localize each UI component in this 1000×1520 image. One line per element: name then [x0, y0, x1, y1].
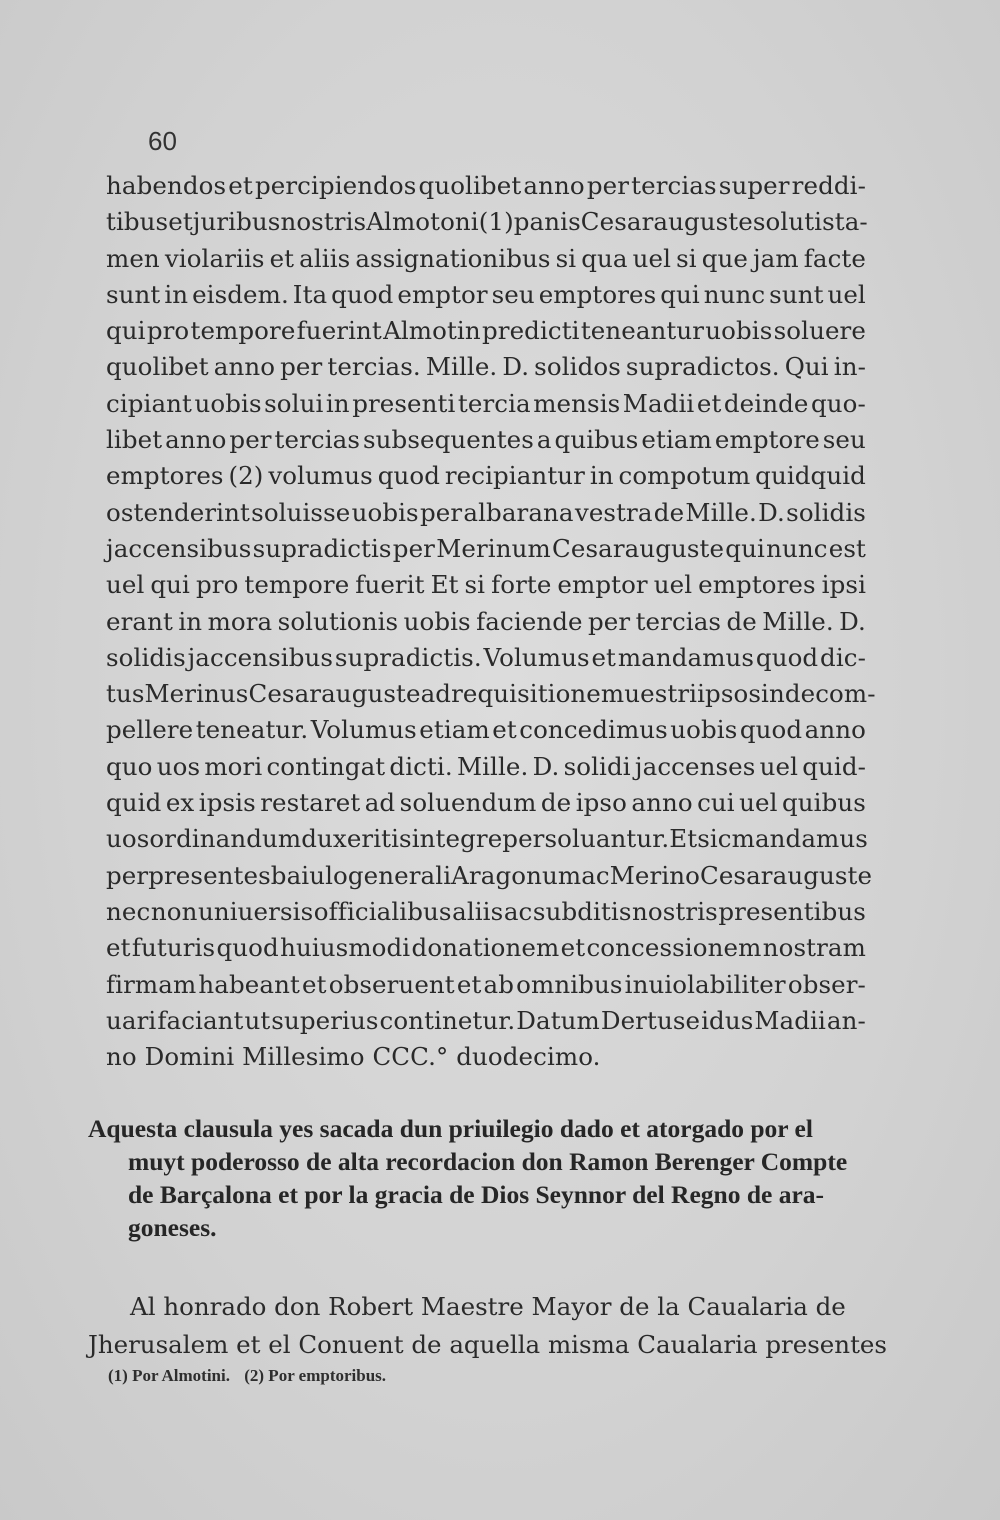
footnotes — [108, 1366, 396, 1386]
text-line: sunt in eisdem. Ita quod emptor seu emptores qui nunc sunt uel — [106, 279, 866, 309]
page-number: 60 — [148, 126, 177, 156]
text-line: cipiant uobis solui in presenti tercia mensis Madii et deinde quo- — [106, 388, 866, 418]
text-line: jaccensibus supradictis per Merinum Cesarauguste qui nunc est — [106, 533, 866, 563]
text-line: ostenderint soluisse uobis per albarana vestra de Mille. D. solidis — [106, 497, 866, 527]
text-line: uel qui pro tempore fuerit Et si forte emptor uel emptores ipsi — [106, 570, 866, 600]
text-line: per presentes baiulo generali Aragonum ac Merino Cesarauguste — [106, 860, 873, 890]
text-line: nec non uniuersis officialibus aliis ac subditis nostris presentibus — [106, 896, 866, 926]
text-line: libet anno per tercias subsequentes a quibus etiam emptore seu — [106, 425, 866, 455]
text-line: habendos et percipiendos quolibet anno per tercias super reddi- — [106, 171, 866, 200]
text-line: firmam habeant et obseruent et ab omnibus inuiolabiliter obser- — [106, 969, 866, 999]
text-line: et futuris quod huiusmodi donationem et concessionem nostram — [106, 933, 866, 963]
footnote-1: (1) Por Almotini. — [108, 1366, 230, 1385]
second-paragraph — [88, 1288, 888, 1364]
text-line: erant in mora solutionis uobis faciende per tercias de Mille. D. — [106, 606, 866, 636]
text-line: quo uos mori contingat dicti. Mille. D. solidi jaccenses uel quid- — [106, 751, 866, 781]
text-line: qui pro tempore fuerint Almotin predicti teneantur uobis soluere — [106, 316, 866, 346]
text-line: quid ex ipsis restaret ad soluendum de ipso anno cui uel quibus — [106, 788, 866, 818]
rubric-line: muyt poderosso de alta recordacion don Ramon Berenger Compte — [128, 1147, 848, 1176]
paragraph-line: Jherusalem et el Conuent de aquella misma Caualaria presentes — [88, 1330, 888, 1359]
text-line: tus Merinus Cesarauguste ad requisitionem uestri ipsos inde com- — [106, 679, 876, 709]
main-text-block — [106, 168, 876, 1075]
paragraph-line: Al honrado don Robert Maestre Mayor de la Caualaria de — [130, 1292, 846, 1321]
text-line: pellere teneatur. Volumus etiam et concedimus uobis quod anno — [106, 715, 866, 745]
text-line: men violariis et aliis assignationibus si qua uel si que jam facte — [106, 243, 866, 273]
rubric-heading — [88, 1112, 852, 1244]
rubric-line: goneses. — [128, 1213, 217, 1242]
text-line: uos ordinandum duxeritis integre persoluantur. Et sic mandamus — [106, 824, 868, 854]
text-line: tibus et juribus nostris Almotoni (1) panis Cesarauguste solutis ta- — [106, 207, 868, 237]
text-line: no Domini Millesimo CCC.° duodecimo. — [106, 1042, 601, 1072]
text-line: solidis jaccensibus supradictis. Volumus et mandamus quod dic- — [106, 642, 866, 672]
text-line: uari faciant ut superius continetur. Datum Dertuse idus Madii an- — [106, 1005, 866, 1035]
text-line: emptores (2) volumus quod recipiantur in compotum quidquid — [106, 461, 866, 491]
text-line: quolibet anno per tercias. Mille. D. solidos supradictos. Qui in- — [106, 352, 866, 382]
footnote-2: (2) Por emptoribus. — [244, 1366, 387, 1385]
rubric-line: de Barçalona et por la gracia de Dios Seynnor del Regno de ara- — [128, 1180, 825, 1209]
rubric-line: Aquesta clausula yes sacada dun priuilegio dado et atorgado por el — [88, 1114, 813, 1143]
